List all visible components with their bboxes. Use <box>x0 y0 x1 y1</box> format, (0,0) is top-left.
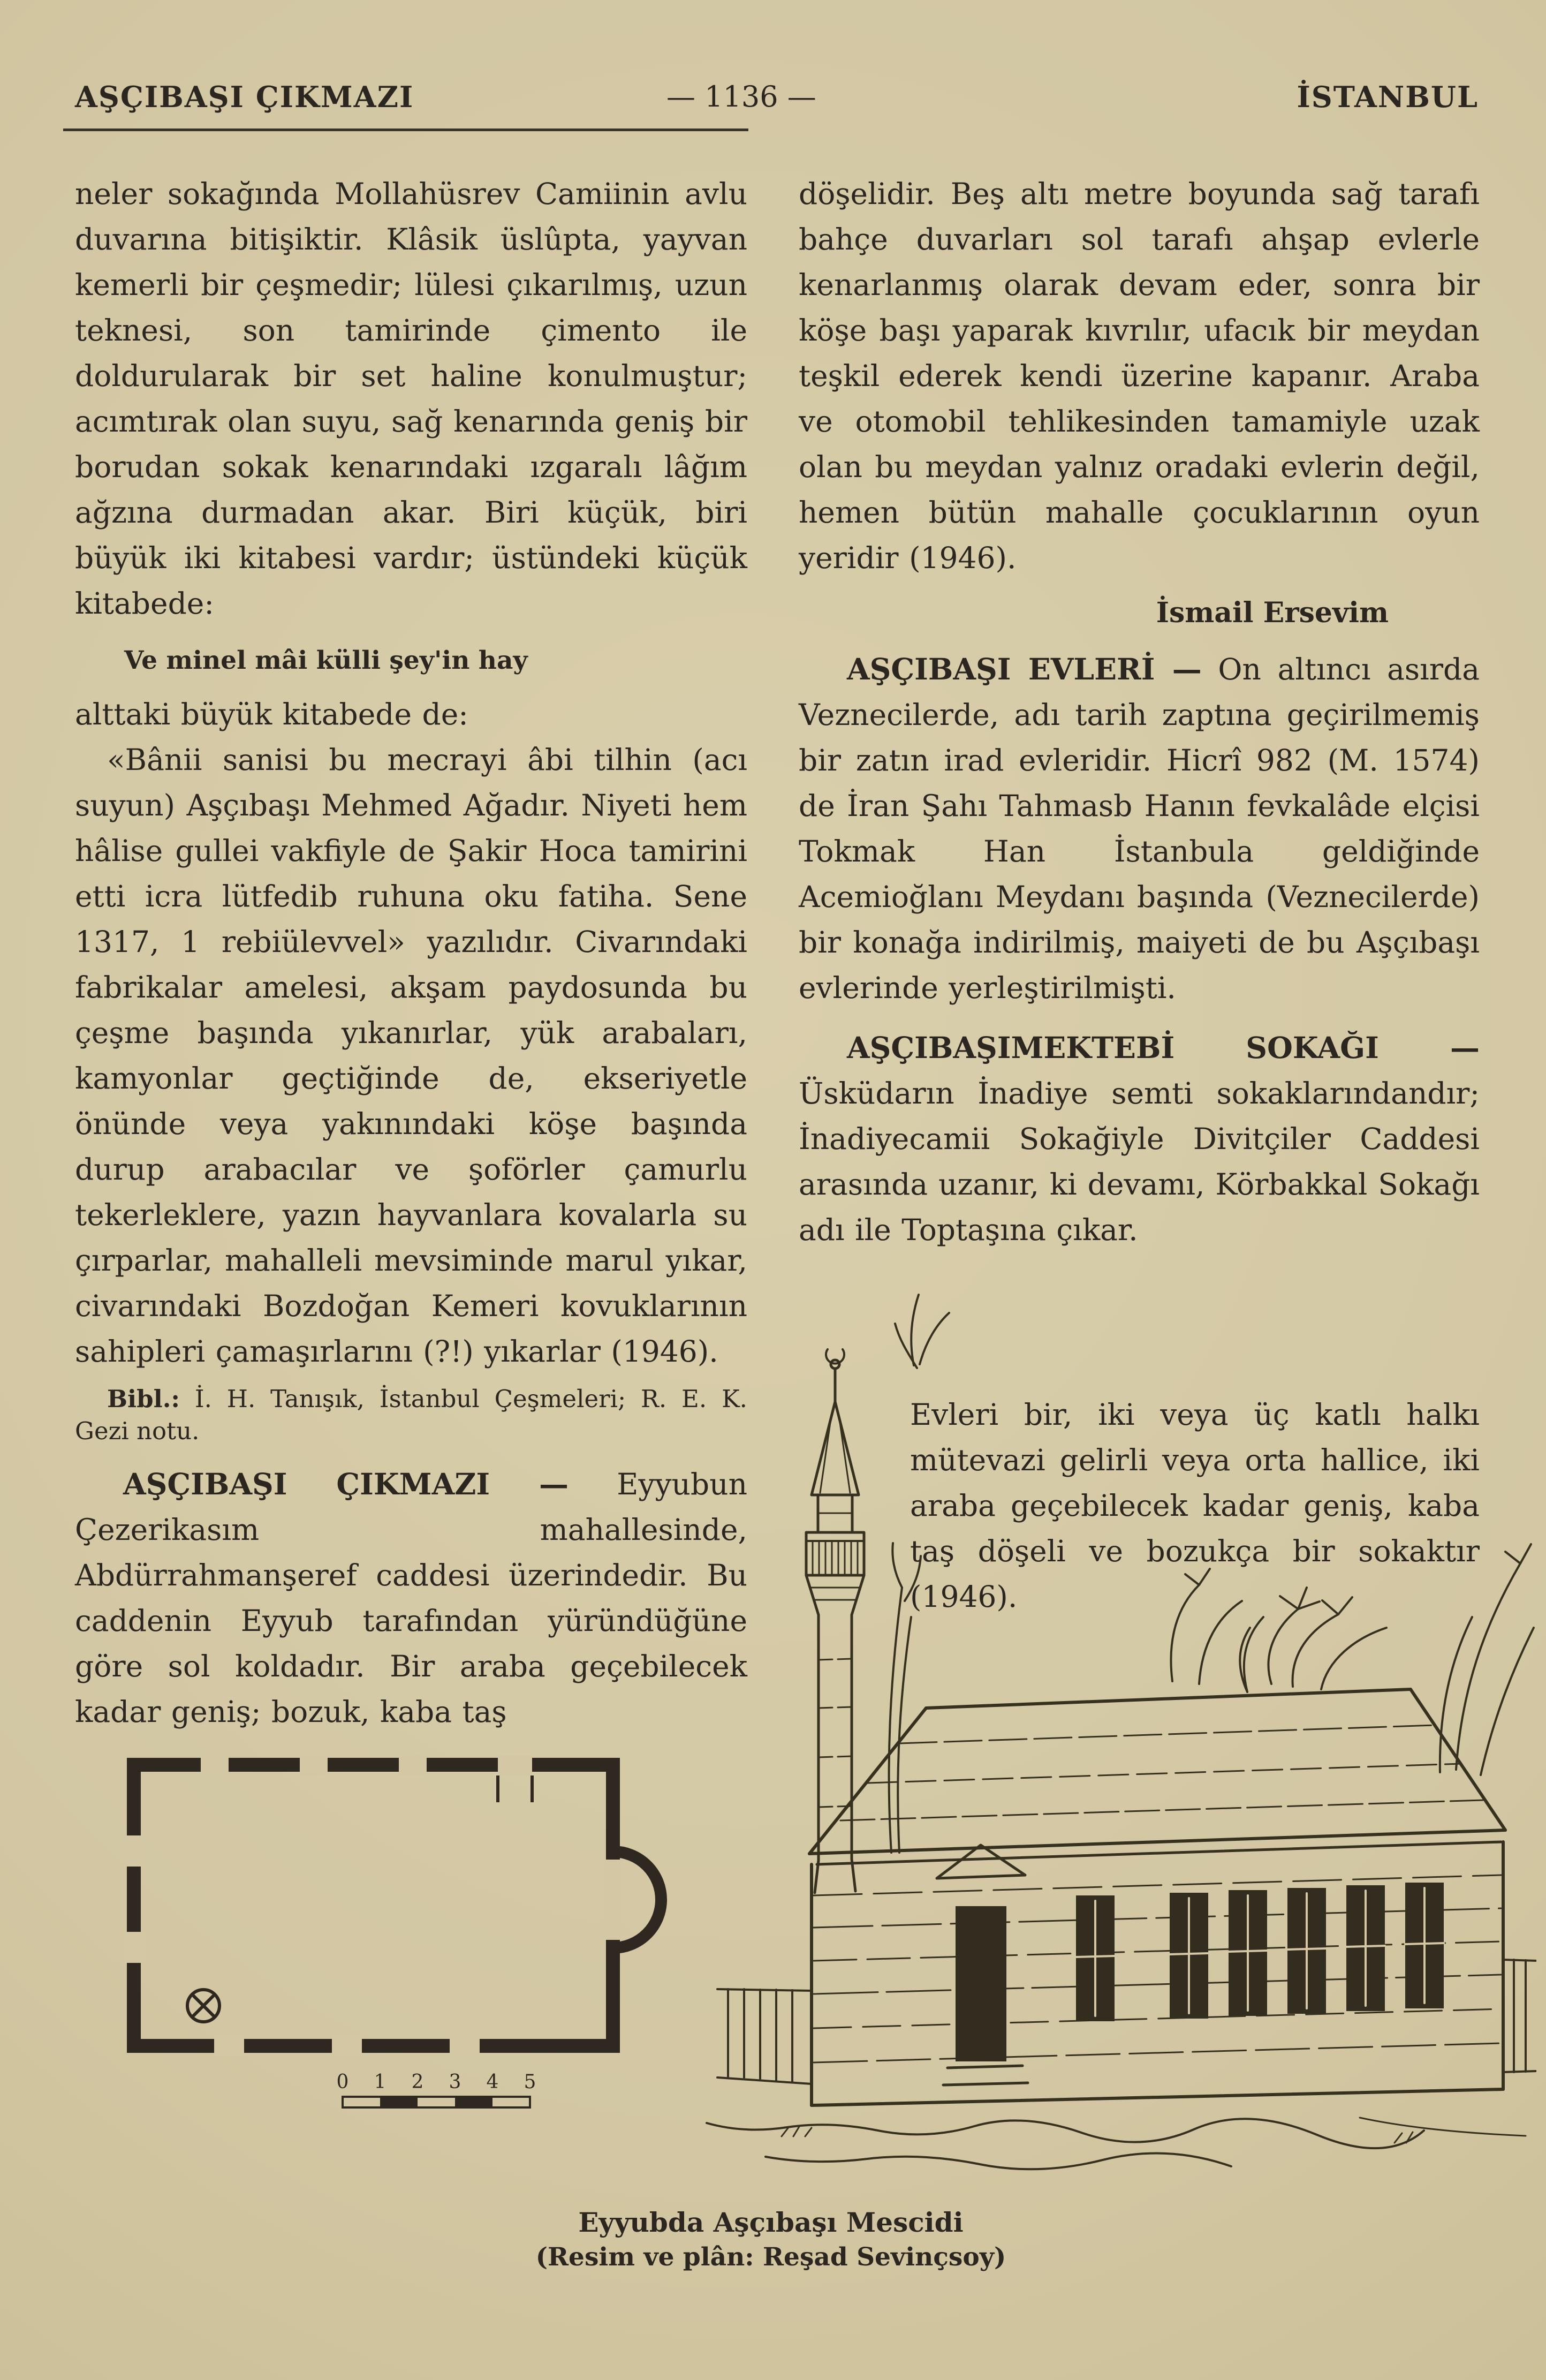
continuation-paragraph: döşelidir. Beş altı metre boyunda sağ tarafı bahçe duvarları sol tarafı ahşap evlerle kenarlanmış olarak devam eder, sonra bir köşe başı yaparak kıvrılır, ufacık bir meydan teşkil ederek kendi üzerine kapanır. Araba ve otomobil tehlikesinden tamamiyle uzak olan bu meydan yalnız oradaki evlerin değil, hemen bütün mahalle çocuklarının oyun yeridir (1946). <box>799 177 1480 575</box>
bibliography-text: İ. H. Tanışık, İstanbul Çeşmeleri; R. E. K. Gezi notu. <box>75 1385 747 1445</box>
plan-walls <box>134 1765 661 2046</box>
plan-details <box>187 1775 532 2022</box>
floor-plan-drawing <box>91 1750 701 2130</box>
kitabe-intro-line: alttaki büyük kitabede de: <box>75 697 468 731</box>
mosque-windows <box>1076 1883 1444 2021</box>
scale-label: 0 <box>336 2071 349 2093</box>
scale-label: 3 <box>449 2071 461 2093</box>
scale-label: 5 <box>524 2071 536 2093</box>
figure-caption <box>439 2205 1103 2275</box>
bibliography-label: Bibl.: <box>107 1385 180 1413</box>
left-column <box>75 171 747 1735</box>
mosque-building-drawing <box>809 1689 1505 2105</box>
header-rule <box>63 129 748 131</box>
plan-scale-labels <box>337 2071 536 2093</box>
scale-label: 1 <box>374 2071 387 2093</box>
scale-label: 4 <box>486 2071 499 2093</box>
figure-caption-title: Eyyubda Aşçıbaşı Mescidi <box>578 2207 964 2238</box>
figure-caption-credit: (Resim ve plân: Reşad Sevinçsoy) <box>535 2242 1006 2272</box>
ground-drawing <box>707 2118 1526 2169</box>
mosque-door <box>956 1906 1006 2061</box>
right-column <box>799 171 1480 1253</box>
wrapped-paragraph: Evleri bir, iki veya üç katlı halkı mütevazi gelirli veya orta hallice, iki araba geçebilecek kadar geniş, kaba taş döşeli ve bozukça bir sokaktır (1946). <box>910 1397 1480 1614</box>
bibliography-note <box>75 1383 747 1447</box>
entry-text: Eyyubun Çezerikasım mahallesinde, Abdürrahmanşeref caddesi üzerindedir. Bu caddenin Eyyub tarafından yüründüğüne göre sol koldadır. Bir araba geçebilecek kadar geniş; bozuk, kaba taş <box>75 1467 747 1729</box>
page-number: — 1136 — <box>666 80 816 114</box>
scale-label: 2 <box>411 2071 424 2093</box>
plan-scale-bar <box>337 2071 536 2107</box>
entry-term: AŞÇIBAŞI EVLERİ — <box>847 652 1202 686</box>
entry-term: AŞÇIBAŞI ÇIKMAZI — <box>123 1467 569 1501</box>
entry-ascibasi-cikmazi <box>75 1461 747 1735</box>
entry-text: On altıncı asırda Veznecilerde, adı tarih zaptına geçirilmemiş bir zatın irad evleridir. Hicrî 982 (M. 1574) de İran Şahı Tahmasb Hanın fevkalâde elçisi Tokmak Han İstanbula geldiğinde Acemioğlanı Meydanı başında (Veznecilerde) bir konağa indirilmiş, maiyeti de bu Aşçıbaşı evlerinde yerleştirilmişti. <box>799 652 1480 1005</box>
minaret-drawing <box>806 1349 864 1893</box>
trees-drawing <box>889 1295 1534 1853</box>
continuation-paragraph: neler sokağında Mollahüsrev Camiinin avlu duvarına bitişiktir. Klâsik üslûpta, yayvan kemerli bir çeşmedir; lülesi çıkarılmış, uzun teknesi, son tamirinde çimento ile doldurularak bir set haline konulmuştur; acımtırak olan suyu, sağ kenarında geniş bir borudan sokak kenarındaki ızgaralı lâğım ağzına durmadan akar. Biri küçük, biri büyük iki kitabesi vardır; üstündeki küçük kitabede: <box>75 177 747 621</box>
entry-ascibasimektebi-sokagi <box>799 1025 1480 1253</box>
entry-term: AŞÇIBAŞIMEKTEBİ SOKAĞI — <box>847 1030 1480 1065</box>
running-title-left: AŞÇIBAŞI ÇIKMAZI <box>75 80 414 114</box>
mosque-sketch <box>648 1285 1536 2195</box>
author-signature: İsmail Ersevim <box>1156 596 1389 629</box>
entry-ascibasi-evleri <box>799 646 1480 1011</box>
entry-text: Üsküdarın İnadiye semti sokaklarındandır; İnadiyecamii Sokağiyle Divitçiler Caddesi arasında uzanır, ki devamı, Körbakkal Sokağı adı ile Toptaşına çıkar. <box>799 1076 1480 1247</box>
inscription-verse: Ve minel mâi külli şey'in hay <box>124 646 528 675</box>
inscription-paragraph: «Bânii sanisi bu mecrayi âbi tilhin (acı suyun) Aşçıbaşı Mehmed Ağadır. Niyeti hem hâlise gullei vakfiyle de Şakir Hoca tamirini etti icra lütfedib ruhuna oku fatiha. Sene 1317, 1 rebiülevvel» yazılıdır. Civarındaki fabrikalar amelesi, akşam paydosunda bu çeşme başında yıkanırlar, yük arabaları, kamyonlar geçtiğinde de, ekseriyetle önünde veya yakınındaki köşe başında durup arabacılar ve şoförler çamurlu tekerleklere, yazın hayvanlara kovalarla su çırparlar, mahalleli mevsiminde marul yıkar, civarındaki Bozdoğan Kemeri kovuklarının sahipleri çamaşırlarını (?!) yıkarlar (1946). <box>75 743 747 1369</box>
running-title-right: İSTANBUL <box>1297 80 1479 114</box>
